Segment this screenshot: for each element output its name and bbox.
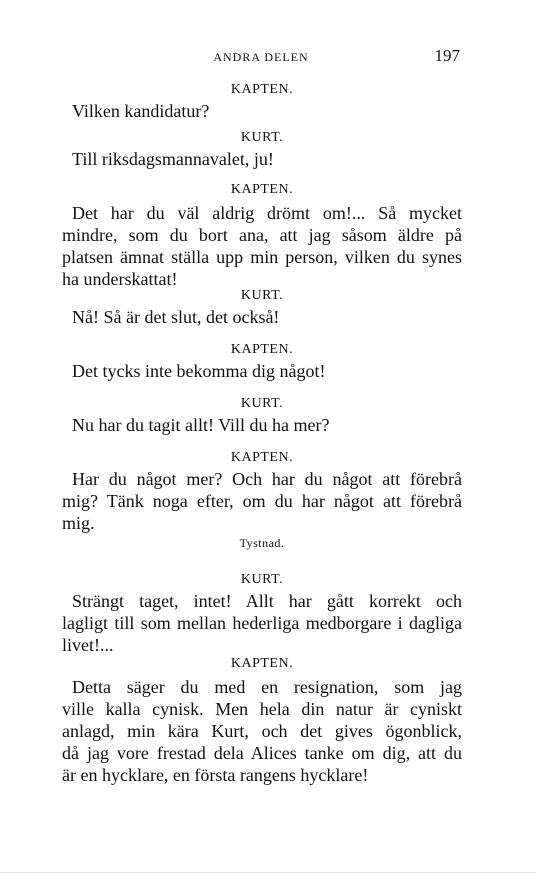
dialogue-text <box>62 468 462 534</box>
text-line: mig. <box>62 513 95 533</box>
running-title: ANDRA DELEN <box>213 50 309 64</box>
text-line: Detta säger du med en resignation, som jag <box>72 677 462 697</box>
speaker-name: KURT. <box>240 396 284 411</box>
text-line: Det har du väl aldrig drömt om!... Så mycket <box>72 203 462 223</box>
text-line: ville kalla cynisk. Men hela din natur är cyniskt <box>62 699 462 719</box>
stage-direction: Tystnad. <box>239 536 285 550</box>
speaker-name: KAPTEN. <box>230 656 294 671</box>
speaker-name: KURT. <box>240 288 284 303</box>
dialogue-text <box>62 676 462 786</box>
text-line: Nå! Så är det slut, det också! <box>72 307 280 327</box>
speaker-name: KAPTEN. <box>230 450 294 465</box>
dialogue-text <box>62 100 462 122</box>
speaker-name: KAPTEN. <box>230 342 294 357</box>
text-line: livet!... <box>62 635 114 655</box>
dialogue-text <box>62 414 462 436</box>
text-line: mig? Tänk noga efter, om du har något att förebrå <box>62 491 462 511</box>
text-line: Vilken kandidatur? <box>72 101 210 121</box>
dialogue-text <box>62 590 462 656</box>
speaker-name: KURT. <box>240 130 284 145</box>
text-line: platsen ämnat ställa upp min person, vilken du synes <box>62 247 462 267</box>
text-line: då jag vore frestad dela Alices tanke om dig, att du <box>62 743 462 763</box>
text-line: Det tycks inte bekomma dig något! <box>72 361 326 381</box>
speaker-name: KURT. <box>240 572 284 587</box>
dialogue-text <box>62 148 462 170</box>
text-line: lagligt till som mellan hederliga medborgare i dagliga <box>62 613 462 633</box>
text-line: Har du något mer? Och har du något att förebrå <box>72 469 462 489</box>
page-number: 197 <box>434 46 460 65</box>
dialogue-text <box>62 202 462 290</box>
text-line: Nu har du tagit allt! Vill du ha mer? <box>72 415 330 435</box>
text-line: anlagd, min kära Kurt, och det gives ögonblick, <box>62 721 462 741</box>
page-header <box>62 46 460 68</box>
dialogue-text <box>62 360 462 382</box>
text-line: mindre, som du bort ana, att jag såsom äldre på <box>62 225 462 245</box>
text-line: Till riksdagsmannavalet, ju! <box>72 149 274 169</box>
text-line: är en hycklare, en första rangens hycklare! <box>62 765 369 785</box>
page-edge-divider <box>0 872 536 873</box>
text-line: ha underskattat! <box>62 269 178 289</box>
dialogue-text <box>62 306 462 328</box>
speaker-name: KAPTEN. <box>230 182 294 197</box>
speaker-name: KAPTEN. <box>230 82 294 97</box>
text-line: Strängt taget, intet! Allt har gått korrekt och <box>72 591 462 611</box>
